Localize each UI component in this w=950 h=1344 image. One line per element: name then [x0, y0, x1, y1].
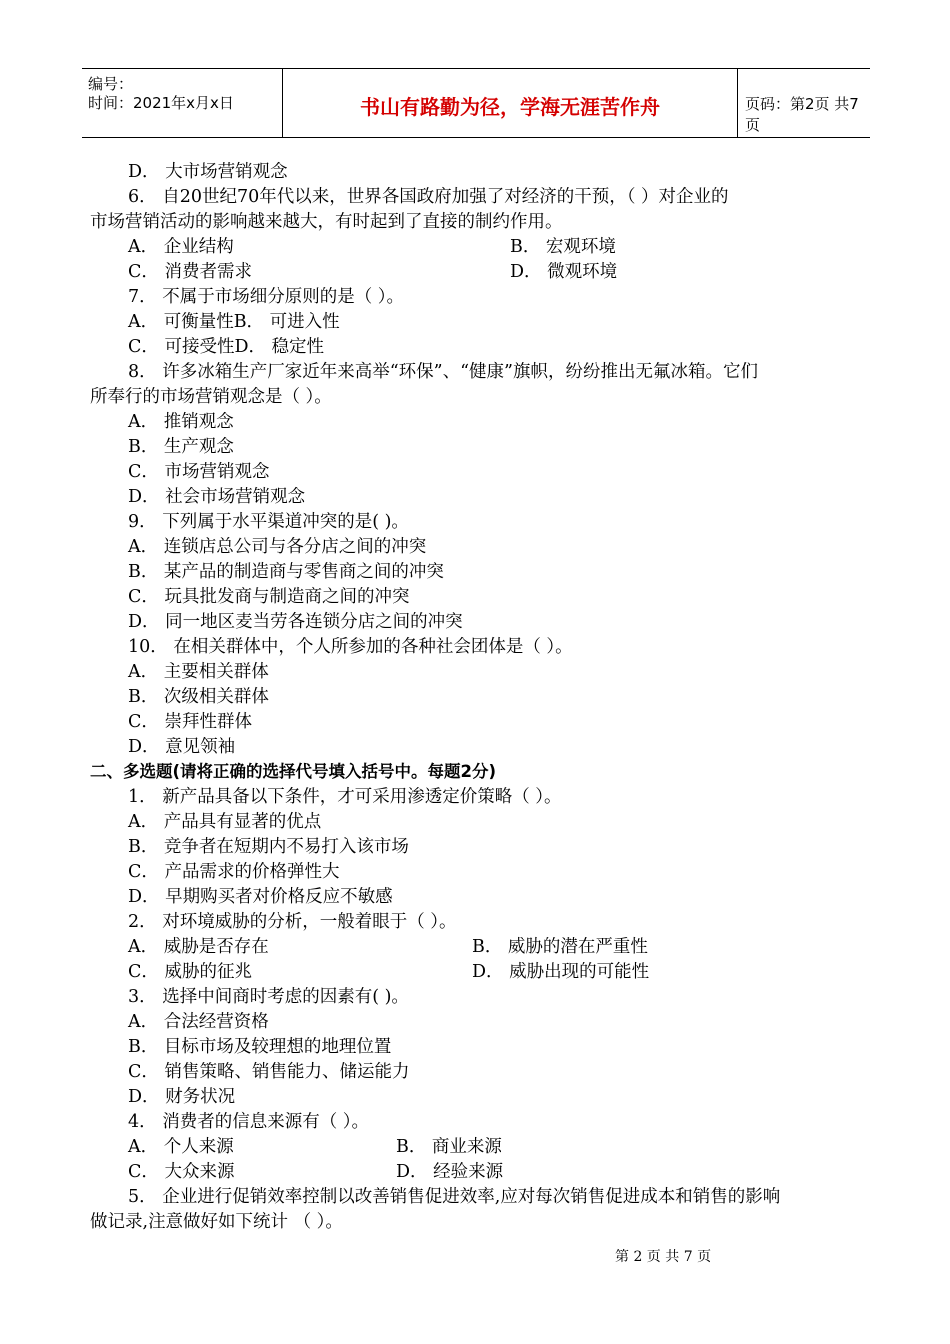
- option-line: C． 市场营销观念: [128, 462, 270, 482]
- option-line: B． 商业来源: [396, 1137, 502, 1157]
- option-line: A． 威胁是否存在: [128, 937, 269, 957]
- number-label: 编号：: [88, 75, 134, 93]
- question-line: 9． 下列属于水平渠道冲突的是( )。: [128, 512, 409, 532]
- option-line: A． 推销观念: [128, 412, 234, 432]
- header-page-cell: [737, 69, 870, 137]
- option-line: D． 社会市场营销观念: [128, 487, 306, 507]
- option-line: D． 大市场营销观念: [128, 162, 288, 182]
- option-line: D． 财务状况: [128, 1087, 236, 1107]
- option-line: D． 经验来源: [396, 1162, 504, 1182]
- question-line: 2． 对环境威胁的分析，一般着眼于（ ）。: [128, 912, 457, 932]
- option-line: C． 销售策略、销售能力、储运能力: [128, 1062, 410, 1082]
- option-line: A． 产品具有显著的优点: [128, 812, 322, 832]
- option-line: B． 竞争者在短期内不易打入该市场: [128, 837, 409, 857]
- section-heading: 二、多选题(请将正确的选择代号填入括号中。每题2分): [90, 762, 497, 781]
- option-line: A． 合法经营资格: [128, 1012, 269, 1032]
- option-line: A． 个人来源: [128, 1137, 234, 1157]
- option-line: D． 微观环境: [510, 262, 618, 282]
- option-line: C． 可接受性D． 稳定性: [128, 337, 325, 357]
- option-line: A． 企业结构: [128, 237, 234, 257]
- option-line: D． 同一地区麦当劳各连锁分店之间的冲突: [128, 612, 463, 632]
- header-motto-cell: [282, 69, 738, 137]
- question-line: 所奉行的市场营销观念是（ ）。: [90, 387, 332, 407]
- question-line: 8． 许多冰箱生产厂家近年来高举“环保”、“健康”旗帜，纷纷推出无氟冰箱。它们: [128, 362, 758, 382]
- option-line: A． 主要相关群体: [128, 662, 269, 682]
- question-line: 做记录,注意做好如下统计 （ ）。: [90, 1212, 343, 1232]
- header-meta-cell: [82, 69, 282, 137]
- option-line: C． 威胁的征兆: [128, 962, 252, 982]
- option-line: C． 玩具批发商与制造商之间的冲突: [128, 587, 410, 607]
- question-line: 市场营销活动的影响越来越大，有时起到了直接的制约作用。: [90, 212, 563, 232]
- time-label: 时间：2021年x月x日: [88, 94, 234, 112]
- question-line: 6． 自20世纪70年代以来，世界各国政府加强了对经济的干预，（ ）对企业的: [128, 187, 729, 207]
- option-line: C． 大众来源: [128, 1162, 235, 1182]
- option-line: B． 生产观念: [128, 437, 234, 457]
- page-footer: 第 2 页 共 7 页: [615, 1249, 712, 1265]
- option-line: C． 崇拜性群体: [128, 712, 252, 732]
- option-line: B． 次级相关群体: [128, 687, 269, 707]
- question-line: 1． 新产品具备以下条件，才可采用渗透定价策略（ ）。: [128, 787, 562, 807]
- option-line: B． 目标市场及较理想的地理位置: [128, 1037, 392, 1057]
- option-line: D． 威胁出现的可能性: [472, 962, 650, 982]
- option-line: B． 威胁的潜在严重性: [472, 937, 648, 957]
- option-line: B． 某产品的制造商与零售商之间的冲突: [128, 562, 444, 582]
- option-line: A． 可衡量性B． 可进入性: [128, 312, 340, 332]
- option-line: D． 早期购买者对价格反应不敏感: [128, 887, 393, 907]
- option-line: C． 消费者需求: [128, 262, 252, 282]
- option-line: C． 产品需求的价格弹性大: [128, 862, 340, 882]
- page-info: 页码：第2页 共7页: [745, 95, 859, 134]
- motto: 书山有路勤为径，学海无涯苦作舟: [360, 95, 660, 119]
- page-header: [82, 68, 870, 138]
- question-line: 7． 不属于市场细分原则的是（ ）。: [128, 287, 405, 307]
- option-line: B． 宏观环境: [510, 237, 616, 257]
- question-line: 5． 企业进行促销效率控制以改善销售促进效率,应对每次销售促进成本和销售的影响: [128, 1187, 781, 1207]
- option-line: D． 意见领袖: [128, 737, 236, 757]
- option-line: A． 连锁店总公司与各分店之间的冲突: [128, 537, 427, 557]
- question-line: 10． 在相关群体中，个人所参加的各种社会团体是（ ）。: [128, 637, 573, 657]
- question-line: 3． 选择中间商时考虑的因素有( )。: [128, 987, 409, 1007]
- question-line: 4． 消费者的信息来源有（ ）。: [128, 1112, 370, 1132]
